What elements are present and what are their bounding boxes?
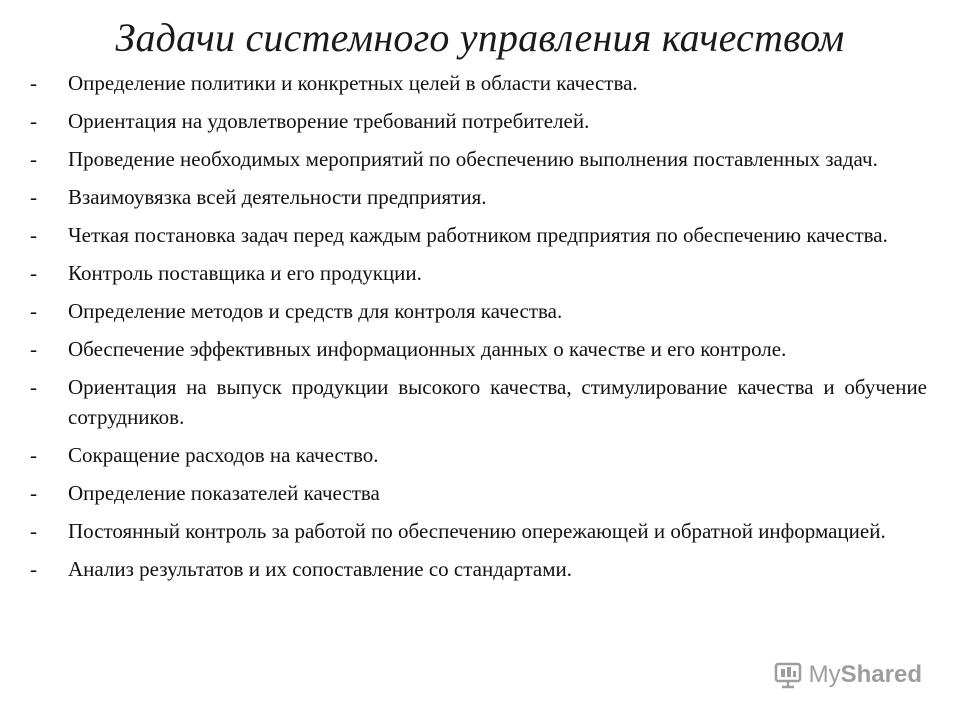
bullet-dash: - [30, 185, 37, 209]
bullet-dash: - [30, 71, 37, 95]
list-item-text: Проведение необходимых мероприятий по обеспечению выполнения поставленных задач. [68, 147, 878, 171]
list-item-text: Обеспечение эффективных информационных данных о качестве и его контроле. [68, 337, 787, 361]
bullet-dash: - [30, 299, 37, 323]
list-item [30, 68, 927, 98]
list-item [30, 296, 927, 326]
list-item-text: Постоянный контроль за работой по обеспечению опережающей и обратной информацией. [68, 519, 886, 543]
bullet-dash: - [30, 557, 37, 581]
list-item [30, 440, 927, 470]
list-item-text: Сокращение расходов на качество. [68, 443, 379, 467]
list-item [30, 478, 927, 508]
watermark-brand-shared: Shared [840, 661, 922, 688]
list-item-text: Определение политики и конкретных целей в области качества. [68, 71, 638, 95]
list-item-text: Анализ результатов и их сопоставление со стандартами. [68, 557, 572, 581]
bullet-dash: - [30, 109, 37, 133]
slide-title: Задачи системного управления качеством [115, 15, 845, 60]
task-list [30, 68, 927, 592]
bullet-dash: - [30, 375, 37, 399]
presentation-screen-icon [773, 660, 803, 690]
bullet-dash: - [30, 147, 37, 171]
list-item-text: Взаимоувязка всей деятельности предприятия. [68, 185, 487, 209]
list-item [30, 144, 927, 174]
list-item [30, 516, 927, 546]
list-item [30, 182, 927, 212]
list-item [30, 334, 927, 364]
list-item [30, 220, 927, 250]
list-item-text: Контроль поставщика и его продукции. [68, 261, 422, 285]
list-item-text: Определение показателей качества [68, 481, 380, 505]
bullet-dash: - [30, 519, 37, 543]
list-item-text: Ориентация на выпуск продукции высокого качества, стимулирование качества и обучение сотрудников. [68, 375, 927, 429]
list-item-text: Ориентация на удовлетворение требований потребителей. [68, 109, 590, 133]
bullet-dash: - [30, 261, 37, 285]
list-item [30, 106, 927, 136]
bullet-dash: - [30, 481, 37, 505]
bullet-dash: - [30, 443, 37, 467]
list-item [30, 372, 927, 432]
list-item-text: Определение методов и средств для контроля качества. [68, 299, 563, 323]
watermark-brand-my: My [808, 661, 841, 688]
bullet-dash: - [30, 337, 37, 361]
list-item-text: Четкая постановка задач перед каждым работником предприятия по обеспечению качества. [68, 223, 888, 247]
list-item [30, 258, 927, 288]
list-item [30, 554, 927, 584]
myshared-watermark [773, 660, 922, 690]
bullet-dash: - [30, 223, 37, 247]
